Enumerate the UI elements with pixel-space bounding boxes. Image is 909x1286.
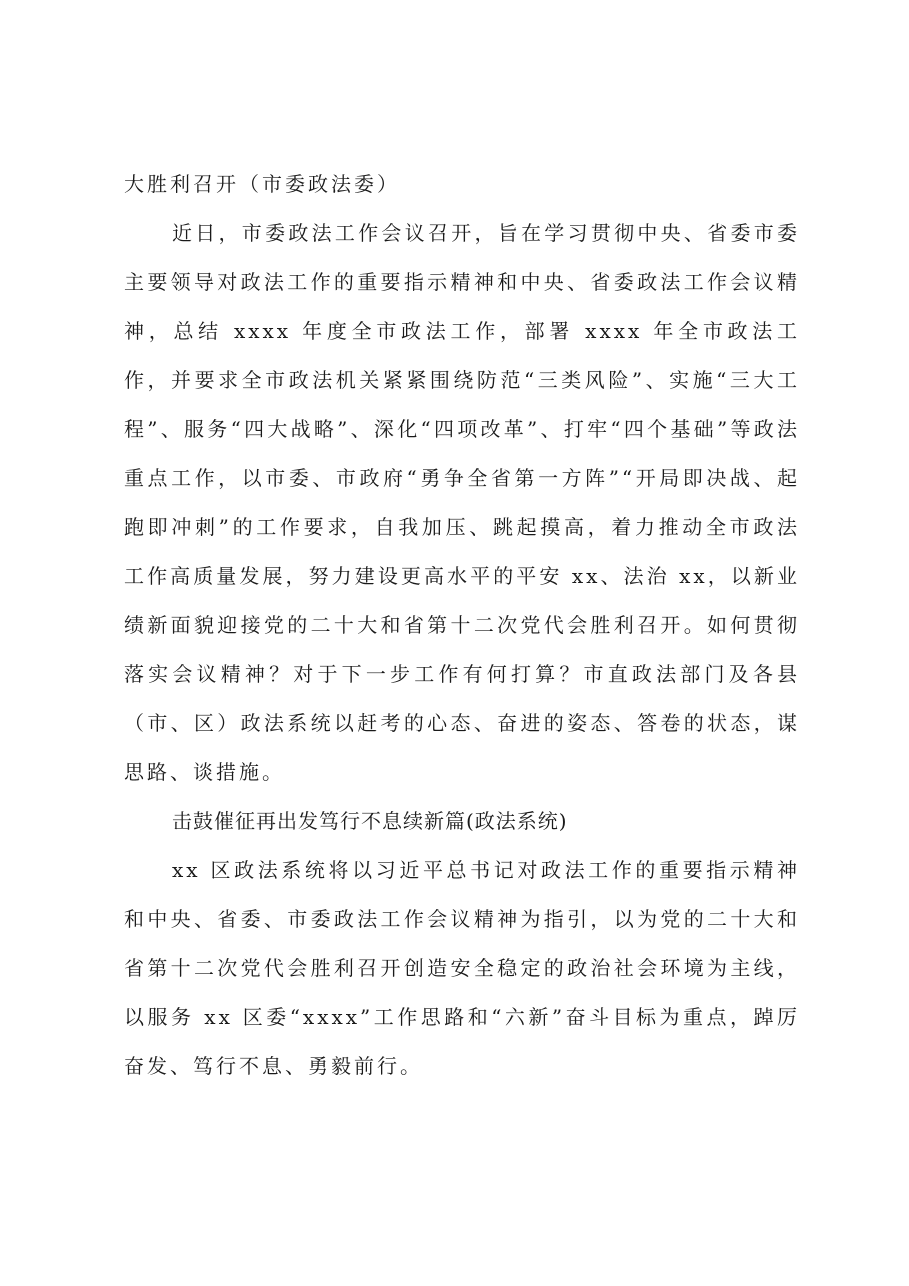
lead-line: 大胜利召开（市委政法委） xyxy=(124,172,400,196)
section-subheading: 击鼓催征再出发笃行不息续新篇(政法系统) xyxy=(172,809,568,833)
document-page xyxy=(124,160,800,1091)
paragraph-district-system: xx 区政法系统将以习近平总书记对政法工作的重要指示精神和中央、省委、市委政法工作会议精神为指引，以为党的二十大和省第十二次党代会胜利召开创造安全稳定的政治社会环境为主线，以服务 xx 区委“xxxx”工作思路和“六新”奋斗目标为重点，踔厉奋发、笃行不息、勇毅前行。 xyxy=(124,858,800,1078)
paragraph-meeting-summary: 近日，市委政法工作会议召开，旨在学习贯彻中央、省委市委主要领导对政法工作的重要指示精神和中央、省委政法工作会议精神，总结 xxxx 年度全市政法工作，部署 xxxx 年全市政法工作，并要求全市政法机关紧紧围绕防范“三类风险”、实施“三大工程”、服务“四大战略”、深化“四项改革”、打牢“四个基础”等政法重点工作，以市委、市政府“勇争全省第一方阵”“开局即决战、起跑即冲刺”的工作要求，自我加压、跳起摸高，着力推动全市政法工作高质量发展，努力建设更高水平的平安 xx、法治 xx，以新业绩新面貌迎接党的二十大和省第十二次党代会胜利召开。如何贯彻落实会议精神？对于下一步工作有何打算？市直政法部门及各县（市、区）政法系统以赶考的心态、奋进的姿态、答卷的状态，谋思路、谈措施。 xyxy=(124,221,800,784)
